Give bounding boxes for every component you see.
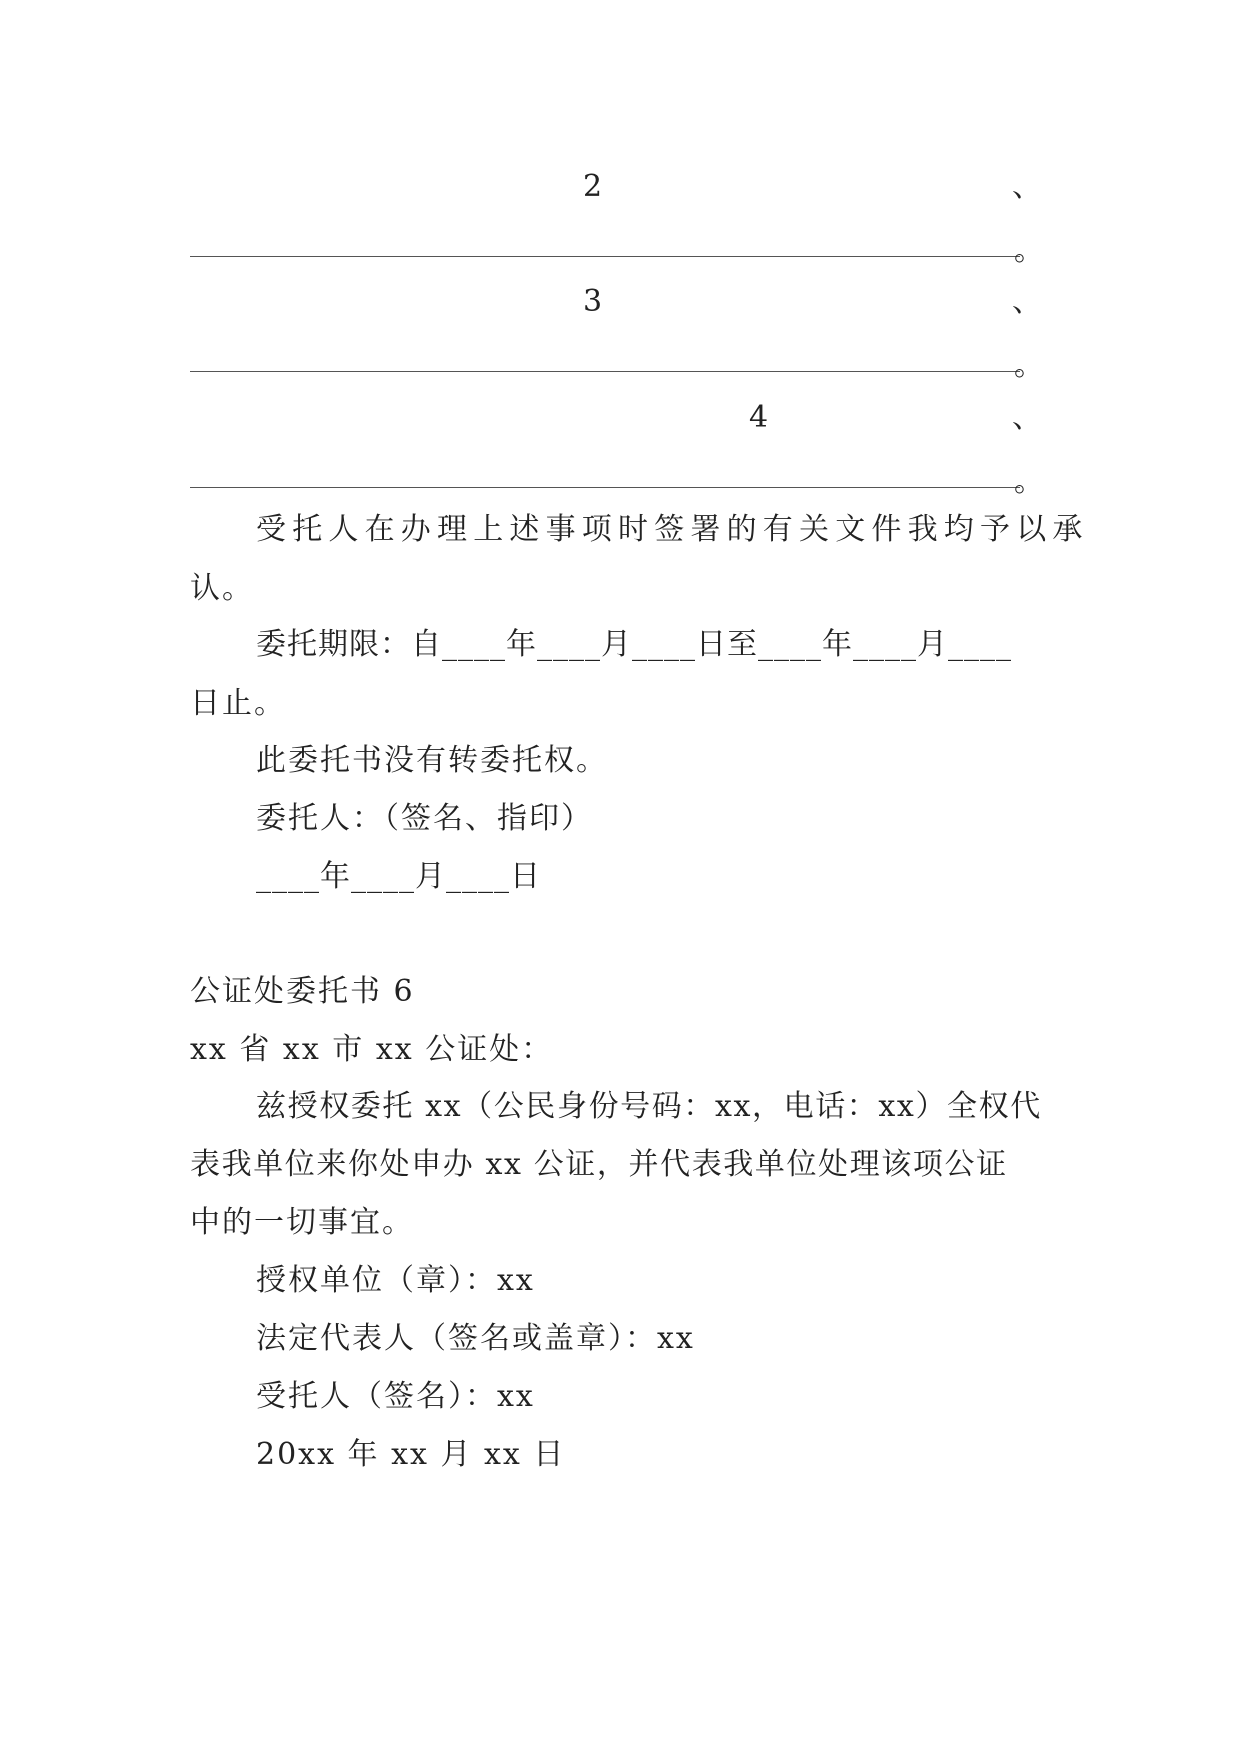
section-title: 公证处委托书 6 [190,974,415,1009]
item-end-3: 。 [1014,348,1046,383]
blank-line-2 [190,256,1020,257]
item-comma-2: 、 [1012,169,1044,204]
item-comma-3: 、 [1012,284,1044,319]
item-comma-4: 、 [1012,400,1044,435]
item-number-3: 3 [583,284,605,319]
addressee: xx 省 xx 市 xx 公证处： [190,1032,554,1067]
body-line2: 表我单位来你处申办 xx 公证，并代表我单位处理该项公证 [190,1147,1008,1182]
item-end-4: 。 [1014,464,1046,499]
authorizing-unit: 授权单位（章）：xx [256,1263,535,1298]
body-line1: 兹授权委托 xx（公民身份号码：xx，电话：xx）全权代 [256,1089,1042,1124]
accept-paragraph-line2: 认。 [190,571,254,606]
signing-date: 20xx 年 xx 月 xx 日 [256,1437,566,1472]
item-end-2: 。 [1014,233,1046,268]
body-line3: 中的一切事宜。 [190,1205,414,1240]
item-number-4: 4 [749,400,771,435]
no-subdelegation: 此委托书没有转委托权。 [256,743,608,778]
item-number-2: 2 [583,169,605,204]
principal-signature: 委托人：（签名、指印） [256,801,593,836]
term-line1: 委托期限：自____年____月____日至____年____月____ [256,627,1012,662]
legal-representative: 法定代表人（签名或盖章）：xx [256,1321,695,1356]
agent-signature: 受托人（签名）：xx [256,1379,535,1414]
date-blank: ____年____月____日 [256,859,541,894]
blank-line-4 [190,487,1020,488]
accept-paragraph-line1: 受托人在办理上述事项时签署的有关文件我均予以承 [256,512,1089,547]
term-line2: 日止。 [190,686,286,721]
blank-line-3 [190,371,1020,372]
